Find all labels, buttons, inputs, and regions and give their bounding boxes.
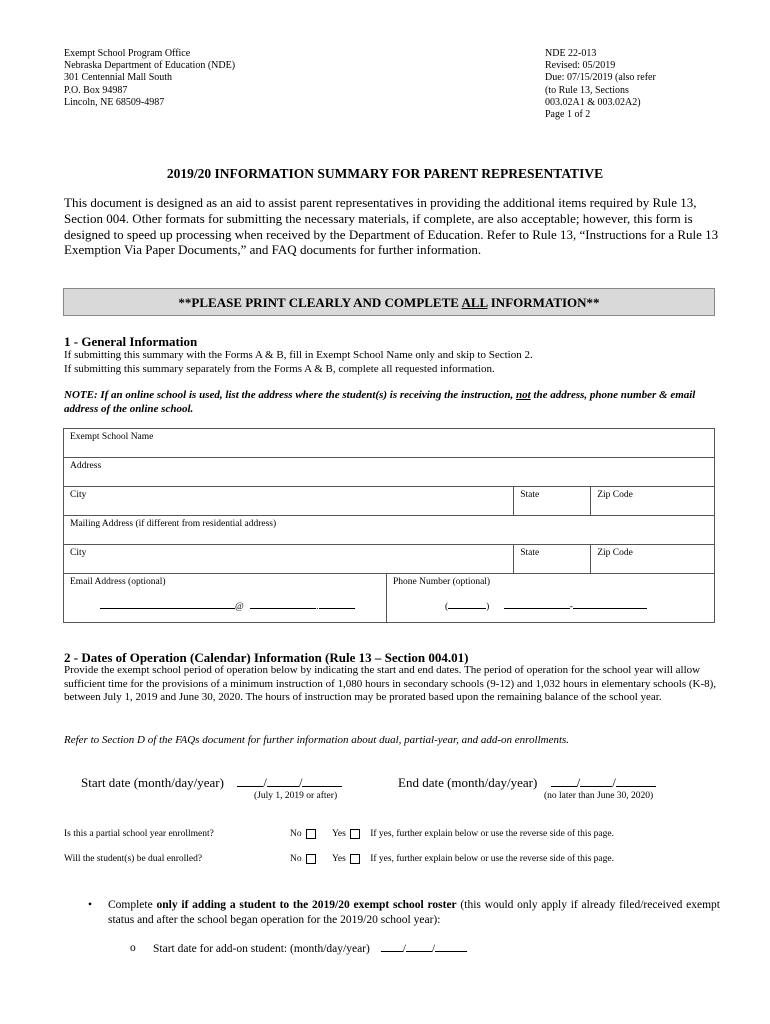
address-line: 301 Centennial Mall South	[64, 72, 173, 84]
end-date-blanks[interactable]: / /	[551, 775, 656, 790]
email-domain-blank[interactable]	[250, 598, 316, 609]
phone-prefix-blank[interactable]	[504, 598, 570, 609]
section2-heading: 2 - Dates of Operation (Calendar) Information (Rule 13 – Section 004.01)	[64, 650, 469, 665]
note-text: the address, phone number & email address of the online school.	[64, 389, 696, 415]
section1-instructions	[64, 349, 724, 376]
field-label: State	[520, 548, 540, 558]
end-date-hint: (no later than June 30, 2020)	[544, 791, 654, 801]
address-line: Exempt School Program Office	[64, 48, 191, 59]
area-code-blank[interactable]	[448, 598, 486, 609]
general-info-form	[63, 428, 715, 623]
add-on-date-blanks[interactable]: / /	[381, 943, 467, 955]
field-label: Mailing Address (if different from residential address)	[70, 519, 277, 529]
email-tld-blank[interactable]	[319, 598, 355, 609]
address-field[interactable]	[64, 458, 715, 487]
at-sign: @	[235, 602, 244, 612]
instruction-line: If submitting this summary separately from the Forms A & B, complete all requested information.	[64, 362, 495, 375]
yes-note: If yes, further explain below or use the reverse side of this page.	[370, 829, 614, 840]
form-info-line: (to Rule 13, Sections	[545, 84, 629, 96]
section1-heading: 1 - General Information	[64, 334, 198, 349]
yes-label: Yes	[332, 829, 346, 840]
dual-enrolled-question: Will the student(s) be dual enrolled?	[64, 854, 203, 864]
banner-emphasis: ALL	[461, 295, 488, 310]
faq-reference: Refer to Section D of the FAQs document for further information about dual, partial-year, and add-on enrollments.	[64, 734, 570, 746]
address-line: P.O. Box 94987	[64, 84, 128, 96]
field-label: Exempt School Name	[70, 432, 154, 442]
field-label: City	[70, 548, 87, 558]
instruction-banner	[63, 288, 715, 316]
yes-checkbox[interactable]	[350, 854, 360, 864]
email-user-blank[interactable]	[100, 598, 235, 609]
partial-year-question: Is this a partial school year enrollment?	[64, 829, 214, 839]
school-name-field[interactable]	[64, 429, 715, 458]
start-date-row	[81, 775, 342, 791]
banner-text: INFORMATION**	[487, 295, 600, 310]
form-info-line: Page 1 of 2	[545, 109, 591, 121]
instruction-line: If submitting this summary with the Forms A & B, fill in Exempt School Name only and skip to Section 2.	[64, 349, 533, 361]
form-info-line: 003.02A1 & 003.02A2)	[545, 96, 641, 108]
mailing-city-field[interactable]	[64, 545, 514, 574]
email-blanks	[70, 598, 380, 612]
end-date-row	[398, 775, 656, 791]
start-date-hint: (July 1, 2019 or after)	[254, 791, 338, 801]
end-date-label: End date (month/day/year)	[398, 775, 538, 790]
form-info-line: Due: 07/15/2019 (also refer	[545, 72, 656, 84]
yes-note: If yes, further explain below or use the reverse side of this page.	[370, 854, 614, 865]
add-on-start-date-row	[153, 941, 467, 957]
dash-sign: -	[569, 602, 573, 612]
phone-blanks: ( ) -	[393, 598, 708, 612]
dual-enrolled-options	[290, 854, 614, 864]
field-label: Email Address (optional)	[70, 577, 166, 587]
phone-field[interactable]	[387, 574, 715, 623]
city-field[interactable]	[64, 487, 514, 516]
zip-field[interactable]	[591, 487, 715, 516]
email-field[interactable]	[64, 574, 387, 623]
partial-year-options	[290, 829, 614, 839]
bullet-text: Complete	[108, 899, 157, 911]
mailing-zip-field[interactable]	[591, 545, 715, 574]
form-info-line: Revised: 05/2019	[545, 60, 616, 72]
address-line: Lincoln, NE 68509-4987	[64, 96, 165, 108]
section2-paragraph: Provide the exempt school period of operation below by indicating the start and end dates. The period of operation for the school year will allow sufficient time for the provisions of a minimum instruction of 1,080 hours in secondary schools (9-12) and 1,032 hours in elementary schools (K-8), between July 1, 2019 and June 30, 2020. The hours of instruction may be prorated based upon the remaining balance of the school year.	[64, 664, 717, 704]
start-date-label: Start date (month/day/year)	[81, 775, 224, 790]
yes-checkbox[interactable]	[350, 829, 360, 839]
phone-line-blank[interactable]	[573, 598, 647, 609]
note-emphasis: not	[515, 389, 531, 401]
sub-bullet-glyph: o	[130, 942, 136, 954]
intro-paragraph: This document is designed as an aid to assist parent representatives in providing the additional items required by Rule 13, Section 004. Other formats for submitting the necessary materials, if complete, are also acceptable; however, this form is designed to speed up processing when received by the Department of Education. Refer to Rule 13, “Instructions for a Rule 13 Exemption Via Paper Documents,” and FAQ documents for further information.	[64, 195, 719, 258]
yes-label: Yes	[332, 854, 346, 865]
form-info-block	[545, 48, 656, 121]
no-checkbox[interactable]	[306, 854, 316, 864]
field-label: Zip Code	[597, 490, 633, 500]
form-info-line: NDE 22-013	[545, 48, 597, 59]
mailing-address-field[interactable]	[64, 516, 715, 545]
banner-text: **PLEASE PRINT CLEARLY AND COMPLETE	[178, 295, 462, 310]
bullet-emphasis: only if adding a student to the 2019/20 exempt school roster	[156, 899, 457, 911]
bullet-glyph: •	[88, 899, 93, 911]
address-line: Nebraska Department of Education (NDE)	[64, 60, 236, 72]
field-label: Address	[70, 461, 102, 471]
document-title: 2019/20 INFORMATION SUMMARY FOR PARENT REPRESENTATIVE	[166, 166, 604, 181]
state-field[interactable]	[514, 487, 591, 516]
start-date-blanks[interactable]: / /	[237, 775, 342, 790]
bullet-text: (this would only apply if already filed/received exempt status and after the school began operation for the 2019/20 school year):	[108, 899, 720, 926]
field-label: Phone Number (optional)	[393, 577, 491, 587]
dot-sign: .	[316, 602, 319, 612]
online-school-note	[64, 388, 724, 416]
field-label: City	[70, 490, 87, 500]
field-label: Zip Code	[597, 548, 633, 558]
add-on-instruction	[108, 898, 720, 927]
no-label: No	[290, 829, 302, 840]
sender-address-block	[64, 48, 235, 109]
mailing-state-field[interactable]	[514, 545, 591, 574]
no-label: No	[290, 854, 302, 865]
add-on-start-label: Start date for add-on student: (month/day/year)	[153, 943, 370, 955]
note-text: NOTE: If an online school is used, list the address where the student(s) is receiving the instruction,	[64, 389, 516, 401]
field-label: State	[520, 490, 540, 500]
no-checkbox[interactable]	[306, 829, 316, 839]
